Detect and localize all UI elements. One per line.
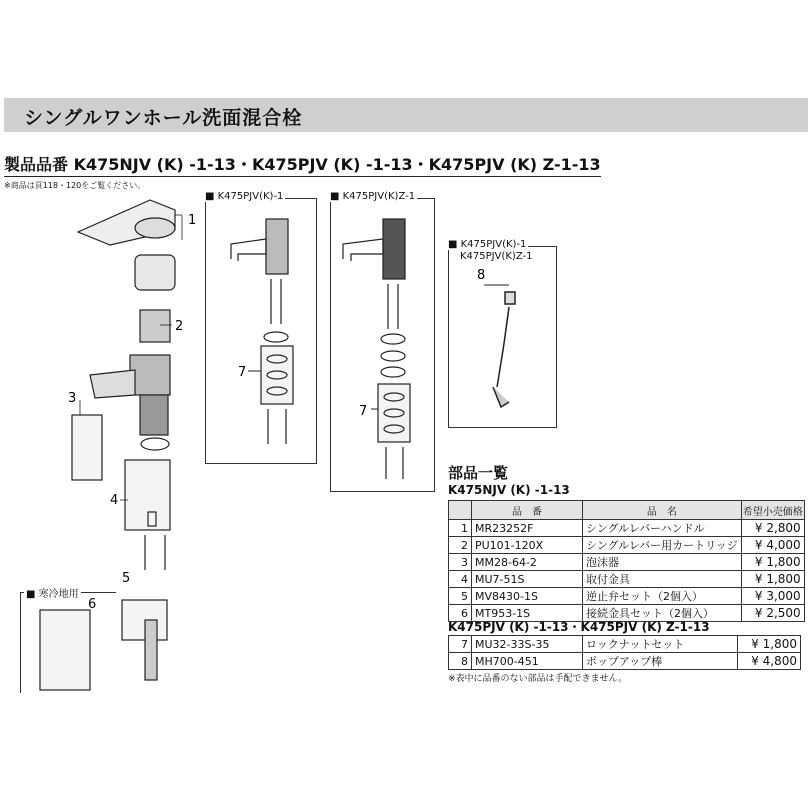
no: 7 xyxy=(449,636,472,653)
variant-label-1: ■ K475PJV(K)-1 xyxy=(205,191,284,202)
table-row xyxy=(449,636,801,653)
cold-region-frame xyxy=(20,592,116,693)
code: MU32-33S-35 xyxy=(472,636,583,653)
variant-box-k475pjv-k-1 xyxy=(205,198,317,464)
parts-list-title: 部品一覧 xyxy=(448,464,509,482)
variant-box-k475pjv-kz-1 xyxy=(330,198,435,492)
table-row xyxy=(449,653,801,670)
callout-5: 5 xyxy=(122,571,131,586)
group2-title: K475PJV (K) -1-13・K475PJV (K) Z-1-13 xyxy=(448,620,710,634)
table-row xyxy=(449,571,805,588)
name: ロックナットセット xyxy=(583,636,738,653)
code: MU7-51S xyxy=(472,571,583,588)
callout-3: 3 xyxy=(68,391,77,406)
name: シングルレバー用カートリッジ xyxy=(583,537,742,554)
callout-7b: 7 xyxy=(359,404,368,419)
popup-rod-diagram xyxy=(449,247,556,427)
price: ¥ 1,800 xyxy=(738,636,801,653)
no: 5 xyxy=(449,588,472,605)
callout-4: 4 xyxy=(110,493,119,508)
parts-table-1 xyxy=(448,500,805,622)
popup-rod-box xyxy=(448,246,557,428)
header-no xyxy=(449,501,472,520)
price: ¥ 4,000 xyxy=(741,537,804,554)
code: MM28-64-2 xyxy=(472,554,583,571)
table-row xyxy=(449,554,805,571)
name: シングルレバーハンドル xyxy=(583,520,742,537)
variant-label-2: ■ K475PJV(K)Z-1 xyxy=(330,191,416,202)
table-row xyxy=(449,537,805,554)
table-row xyxy=(449,520,805,537)
product-heading: 製品品番 K475NJV (K) -1-13・K475PJV (K) -1-13・K475PJV (K) Z-1-13 xyxy=(4,152,601,177)
variant-label-3a: ■ K475PJV(K)-1 xyxy=(448,239,527,250)
code: PU101-120X xyxy=(472,537,583,554)
reference-note: ※商品は頁118・120をご覧ください。 xyxy=(4,181,146,190)
no: 8 xyxy=(449,653,472,670)
price: ¥ 1,800 xyxy=(741,571,804,588)
price: ¥ 2,800 xyxy=(741,520,804,537)
no: 2 xyxy=(449,537,472,554)
name: 接続金具セット（2個入） xyxy=(583,605,742,622)
variant-diagram xyxy=(206,199,316,463)
header-code: 品 番 xyxy=(472,501,583,520)
header-name: 品 名 xyxy=(583,501,742,520)
table-header xyxy=(449,501,805,520)
no: 3 xyxy=(449,554,472,571)
page-title: シングルワンホール洗面混合栓 xyxy=(24,107,303,129)
callout-2: 2 xyxy=(175,319,184,334)
footnote: ※表中に品番のない部品は手配できません。 xyxy=(448,674,628,684)
name: 泡沫器 xyxy=(583,554,742,571)
code: MV8430-1S xyxy=(472,588,583,605)
no: 6 xyxy=(449,605,472,622)
cold-region-label: ■ 寒冷地用 xyxy=(24,585,81,600)
group1-title: K475NJV (K) -1-13 xyxy=(448,483,570,497)
name: 逆止弁セット（2個入） xyxy=(583,588,742,605)
price: ¥ 1,800 xyxy=(741,554,804,571)
name: 取付金具 xyxy=(583,571,742,588)
code: MT953-1S xyxy=(472,605,583,622)
no: 4 xyxy=(449,571,472,588)
callout-1: 1 xyxy=(188,213,197,228)
code: MH700-451 xyxy=(472,653,583,670)
callout-7a: 7 xyxy=(238,365,247,380)
parts-table-2 xyxy=(448,635,801,670)
variant-diagram xyxy=(331,199,434,491)
name: ポップアップ棒 xyxy=(583,653,738,670)
price: ¥ 2,500 xyxy=(741,605,804,622)
callout-6: 6 xyxy=(88,597,97,612)
callout-8: 8 xyxy=(477,268,486,283)
no: 1 xyxy=(449,520,472,537)
price: ¥ 3,000 xyxy=(741,588,804,605)
header-price: 希望小売価格 xyxy=(741,501,804,520)
variant-label-3b: K475PJV(K)Z-1 xyxy=(460,251,533,262)
table-row xyxy=(449,588,805,605)
price: ¥ 4,800 xyxy=(738,653,801,670)
code: MR23252F xyxy=(472,520,583,537)
